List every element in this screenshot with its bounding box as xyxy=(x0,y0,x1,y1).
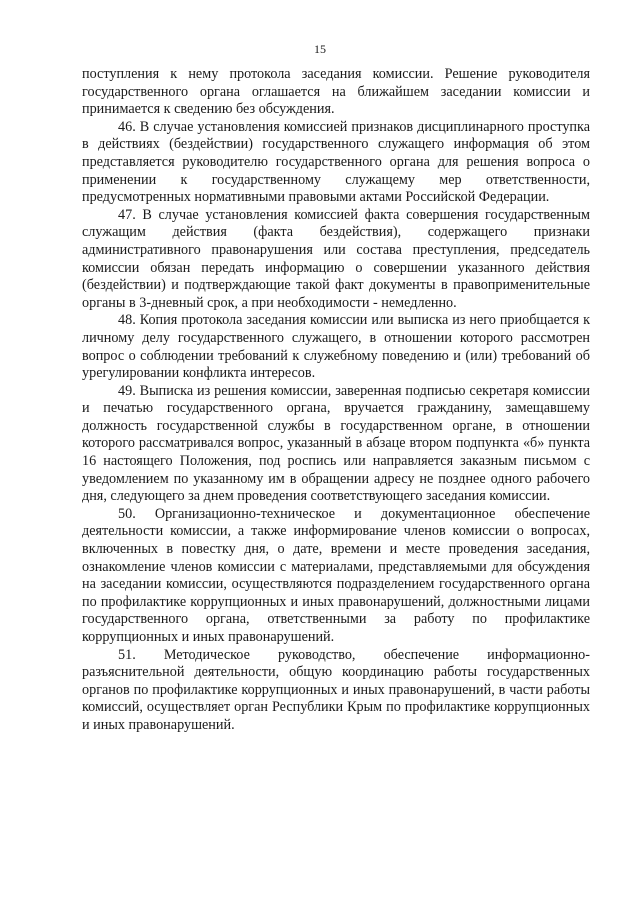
paragraph-48: 48. Копия протокола заседания комиссии или выписка из него приобщается к личному делу государственного служащего, в отношении которого рассмотрен вопрос о соблюдении требований к служебному поведению и (или) требований об урегулировании конфликта интересов. xyxy=(82,312,590,382)
paragraph-47: 47. В случае установления комиссией факта совершения государственным служащим действия (факта бездействия), содержащего признаки административного правонарушения или состава преступления, председатель комиссии обязан передать информацию о совершении указанного действия (бездействии) и подтверждающие такой факт документы в правоприменительные органы в 3-дневный срок, а при необходимости - немедленно. xyxy=(82,206,590,311)
page-number: 15 xyxy=(314,42,326,56)
paragraph-50: 50. Организационно-техническое и документационное обеспечение деятельности комиссии, а также информирование членов комиссии о вопросах, включенных в повестку дня, о дате, времени и месте проведения заседания, ознакомление членов комиссии с материалами, представляемыми для обсуждения на заседании комиссии, осуществляются подразделением государственного органа по профилактике коррупционных и иных правонарушений, должностными лицами государственного органа, ответственными за работу по профилактике коррупционных и иных правонарушений. xyxy=(82,505,590,645)
paragraph-49: 49. Выписка из решения комиссии, заверенная подписью секретаря комиссии и печатью государственного органа, вручается гражданину, замещавшему должность государственной службы в государственном органе, в отношении которого рассматривался вопрос, указанный в абзаце втором подпункта «б» пункта 16 настоящего Положения, под роспись или направляется заказным письмом с уведомлением по указанному им в обращении адресу не позднее одного рабочего дня, следующего за днем проведения соответствующего заседания комиссии. xyxy=(82,382,590,505)
paragraph-46: 46. В случае установления комиссией признаков дисциплинарного проступка в действиях (бездействии) государственного служащего информация об этом представляется руководителю государственного органа для решения вопроса о применении к государственному служащему мер ответственности, предусмотренных нормативными правовыми актами Российской Федерации. xyxy=(82,118,590,206)
paragraph-51: 51. Методическое руководство, обеспечение информационно-разъяснительной деятельности, общую координацию работы государственных органов по профилактике коррупционных и иных правонарушений, в части работы комиссий, осуществляет орган Республики Крым по профилактике коррупционных и иных правонарушений. xyxy=(82,646,590,733)
paragraph-continuation: поступления к нему протокола заседания комиссии. Решение руководителя государственного органа оглашается на ближайшем заседании комиссии и принимается к сведению без обсуждения. xyxy=(82,66,590,118)
document-body xyxy=(82,66,590,735)
